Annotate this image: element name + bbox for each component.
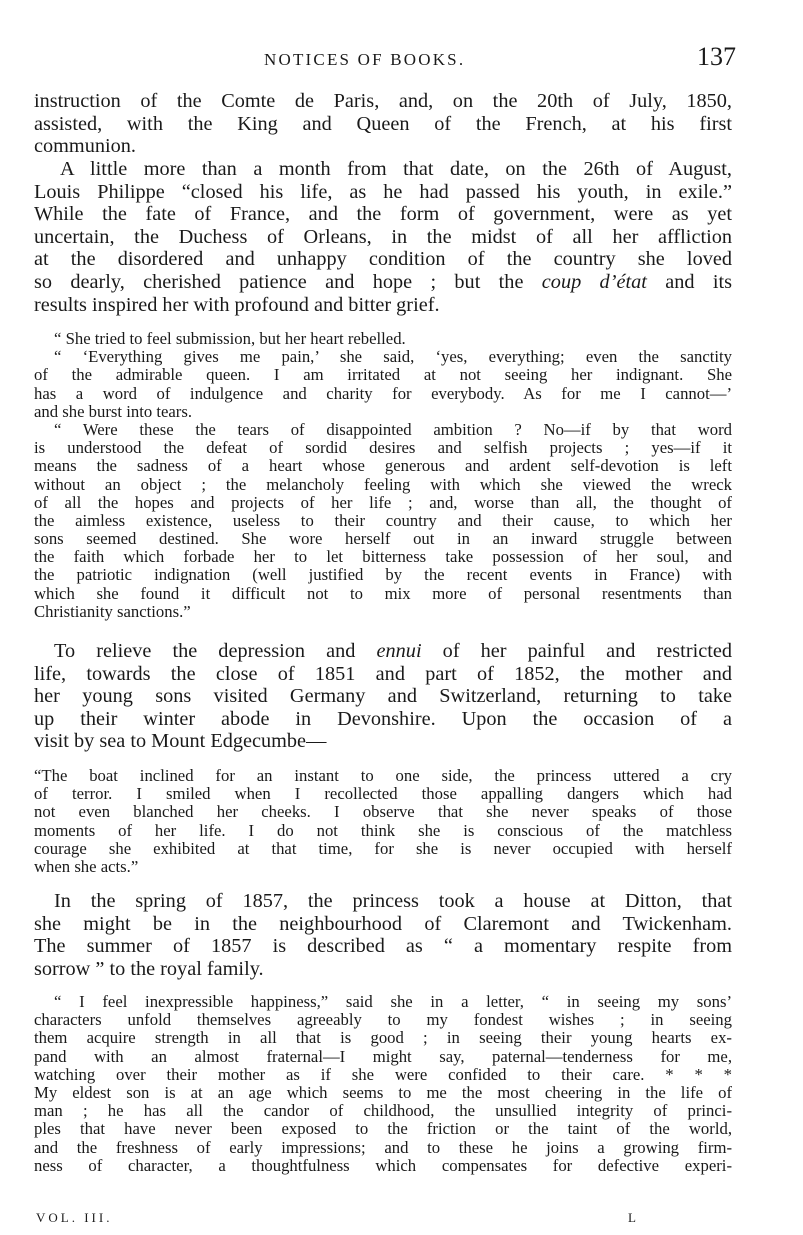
quote-line: of the admirable queen. I am irritated at not seeing her indignant. She bbox=[34, 366, 732, 385]
quote-line: moments of her life. I do not think she is conscious of the matchless bbox=[34, 821, 732, 840]
signature-letter: L bbox=[628, 1210, 636, 1225]
text-line: she might be in the neighbourhood of Claremont and Twickenham. bbox=[34, 912, 732, 935]
text-line: her young sons visited Germany and Switzerland, returning to take bbox=[34, 685, 732, 708]
text-line: up their winter abode in Devonshire. Upon the occasion of a bbox=[34, 707, 732, 730]
text-segment: and its bbox=[665, 270, 732, 293]
quote-line: My eldest son is at an age which seems to me the most cheering in the life of bbox=[34, 1083, 732, 1102]
page-number: 137 bbox=[697, 42, 736, 71]
text-line: While the fate of France, and the form of government, were as yet bbox=[34, 203, 732, 226]
quote-line: courage she exhibited at that time, for she is never occupied with herself bbox=[34, 839, 732, 858]
text-segment: of her painful and restricted bbox=[442, 640, 732, 662]
signature-mark: VOL. III. bbox=[36, 1210, 113, 1225]
quote-line: and the freshness of early impressions; and to these he joins a growing firm- bbox=[34, 1138, 732, 1157]
quote-line: characters unfold themselves agreeably to my fondest wishes ; in seeing bbox=[34, 1011, 732, 1030]
text-segment: so dearly, cherished patience and hope ; but the bbox=[34, 270, 524, 293]
text-line: In the spring of 1857, the princess took a house at Ditton, that bbox=[54, 890, 732, 912]
quote-line: has a word of indulgence and charity for everybody. As for me I cannot—’ bbox=[34, 384, 732, 403]
text-line: instruction of the Comte de Paris, and, on the 20th of July, 1850, bbox=[34, 90, 732, 112]
quote-line: means the sadness of a heart whose generous and ardent self-devotion is left bbox=[34, 457, 732, 476]
quote-line: ples that have never been exposed to the friction or the taint of the world, bbox=[34, 1120, 732, 1139]
quote-line: pand with an almost fraternal—I might say, paternal—tenderness for me, bbox=[34, 1047, 732, 1066]
quote-line: of all the hopes and projects of her life ; and, worse than all, the thought of bbox=[34, 493, 732, 512]
quote-line: and she burst into tears. bbox=[34, 402, 193, 421]
running-title: NOTICES OF BOOKS. bbox=[264, 50, 466, 69]
text-line bbox=[34, 640, 732, 663]
quote-line: Christianity sanctions.” bbox=[34, 602, 191, 621]
quote-line: watching over their mother as if she were confided to their care. * * * bbox=[34, 1065, 732, 1084]
quote-line: “ Were these the tears of disappointed ambition ? No—if by that word bbox=[54, 420, 732, 439]
text-line: life, towards the close of 1851 and part of 1852, the mother and bbox=[34, 662, 732, 685]
quote-line: not even blanched her cheeks. I observe that she never speaks of those bbox=[34, 803, 732, 822]
text-line: visit by sea to Mount Edgecumbe— bbox=[34, 730, 327, 753]
text-line: The summer of 1857 is described as “ a momentary respite from bbox=[34, 935, 732, 958]
text-line: results inspired her with profound and bitter grief. bbox=[34, 293, 440, 316]
italic-word: ennui bbox=[376, 640, 422, 662]
quote-line: man ; he has all the candor of childhood, the unsullied integrity of princi- bbox=[34, 1102, 732, 1121]
paragraph-2 bbox=[34, 158, 732, 316]
quote-line: “ ‘Everything gives me pain,’ she said, ‘yes, everything; even the sanctity bbox=[54, 348, 732, 367]
quote-line: of terror. I smiled when I recollected those appalling dangers which had bbox=[34, 785, 732, 804]
quote-line: which she found it difficult not to mix more of personal resentments than bbox=[34, 584, 732, 603]
text-line: sorrow ” to the royal family. bbox=[34, 957, 264, 980]
running-head bbox=[36, 42, 736, 76]
text-line: at the disordered and unhappy condition of the country she loved bbox=[34, 248, 732, 271]
text-segment: To relieve the depression and bbox=[54, 640, 356, 662]
quote-line: the faith which forbade her to let bitterness take possession of her soul, and bbox=[34, 548, 732, 567]
text-line: uncertain, the Duchess of Orleans, in the midst of all her affliction bbox=[34, 225, 732, 248]
quote-line: ness of character, a thoughtfulness which compensates for defective experi- bbox=[34, 1156, 732, 1175]
paragraph-3 bbox=[34, 640, 732, 753]
quote-line: “ She tried to feel submission, but her heart rebelled. bbox=[54, 330, 406, 348]
quote-line: without an object ; the melancholy feeling with which she viewed the wreck bbox=[34, 475, 732, 494]
text-line bbox=[34, 271, 732, 294]
quote-line: the aimless existence, useless to their country and their cause, to which her bbox=[34, 511, 732, 530]
quote-line: “ I feel inexpressible happiness,” said she in a letter, “ in seeing my sons’ bbox=[54, 993, 732, 1011]
text-line: communion. bbox=[34, 135, 136, 158]
quote-line: sons seemed destined. She wore herself out in an inward struggle between bbox=[34, 530, 732, 549]
text-line: A little more than a month from that date, on the 26th of August, bbox=[60, 158, 732, 180]
quote-line: is understood the defeat of sordid desires and selfish projects ; yes—if it bbox=[34, 439, 732, 458]
quotation-3 bbox=[34, 993, 732, 1175]
quote-line: “The boat inclined for an instant to one side, the princess uttered a cry bbox=[34, 767, 732, 785]
quote-line: the patriotic indignation (well justified by the recent events in France) with bbox=[34, 566, 732, 585]
quote-line: them acquire strength in all that is good ; in seeing their young hearts ex- bbox=[34, 1029, 732, 1048]
paragraph-4 bbox=[34, 890, 732, 980]
text-line: Louis Philippe “closed his life, as he had passed his youth, in exile.” bbox=[34, 180, 732, 203]
paragraph-1 bbox=[34, 90, 732, 158]
quotation-2 bbox=[34, 767, 732, 876]
text-line: assisted, with the King and Queen of the French, at his first bbox=[34, 112, 732, 135]
italic-phrase: coup d’état bbox=[541, 270, 647, 293]
quotation-1 bbox=[34, 330, 732, 621]
quote-line: when she acts.” bbox=[34, 857, 139, 876]
